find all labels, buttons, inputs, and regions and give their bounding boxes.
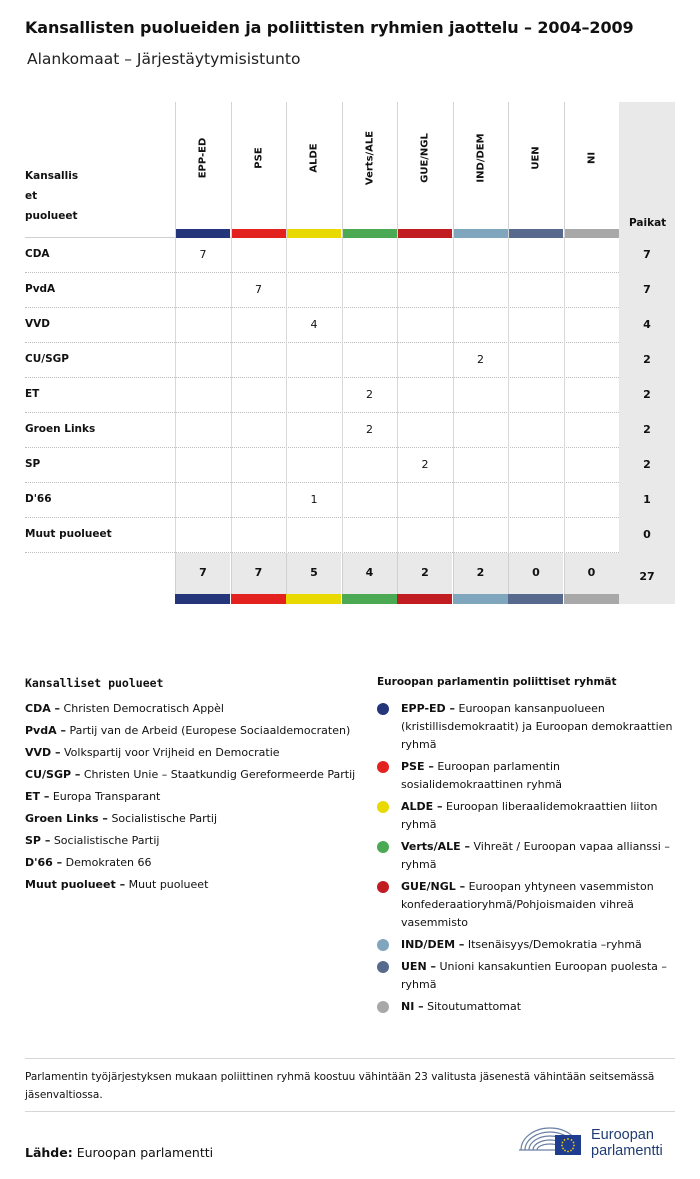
footnote: Parlamentin työjärjestyksen mukaan poliittinen ryhmä koostuu vähintään 23 valitusta jäsenestä vähintään seitsemässä jäsenvaltiossa. [25,1058,675,1112]
group-abbr: NI – [401,1000,424,1013]
party-name: CU/SGP [25,353,69,365]
table-cell [564,378,619,413]
group-legend-item [377,998,677,1016]
group-color-bar [565,229,619,238]
group-color-bar [509,229,563,238]
group-legend-item [377,958,677,994]
group-code-label: EPP-ED [197,137,209,179]
group-color-bar [398,229,452,238]
group-legend-item [377,936,677,954]
table-cell: 2 [397,448,452,483]
seats-cell: 0 [619,518,675,553]
table-cell [231,238,286,273]
table-cell [286,378,341,413]
table-cell [453,238,508,273]
party-name: SP [25,458,41,470]
table-cell [564,343,619,378]
table-cell [342,518,397,553]
table-cell [564,238,619,273]
party-full-name: Socialistische Partij [111,812,218,825]
group-color-dot-icon [377,1001,389,1013]
distribution-table [25,102,675,605]
group-color-dot-icon [377,939,389,951]
party-full-name: Demokraten 66 [65,856,152,869]
grand-total-cell: 27 [619,553,675,604]
group-column-header [175,102,230,238]
table-cell [231,378,286,413]
party-name: CDA [25,248,50,260]
table-cell [231,413,286,448]
group-code-label: NI [586,151,597,165]
party-abbr: Groen Links – [25,812,108,825]
group-full-name: Unioni kansakuntien Euroopan puolesta – ryhmä [401,960,667,991]
table-cell [508,238,563,273]
table-cell [231,343,286,378]
group-abbr: IND/DEM – [401,938,465,951]
group-abbr: GUE/NGL – [401,880,466,893]
table-cell [342,308,397,343]
row-header-label [25,166,85,226]
group-abbr: PSE – [401,760,434,773]
party-full-name: Christen Democratisch Appèl [63,702,224,715]
table-cell [286,238,341,273]
party-abbr: Muut puolueet – [25,878,126,891]
row-header-word: et [25,190,38,202]
group-code-label: Verts/ALE [364,130,375,186]
table-cell [286,413,341,448]
party-legend-item [25,722,360,740]
group-legend-item [377,878,677,932]
group-color-bar [564,594,619,604]
party-full-name: Christen Unie – Staatkundig Gereformeerde Partij [83,768,356,781]
table-cell: 7 [175,238,230,273]
table-cell [397,483,452,518]
table-row [25,308,675,343]
group-color-dot-icon [377,761,389,773]
seats-header-label: Paikat [629,217,667,229]
table-cell [508,518,563,553]
table-cell [175,273,230,308]
group-color-dot-icon [377,961,389,973]
logo-text [591,1127,663,1159]
table-cell [564,483,619,518]
source-label: Lähde: [25,1145,73,1160]
political-groups-legend [377,676,677,1020]
table-cell [564,273,619,308]
party-legend-item [25,810,360,828]
group-color-dot-icon [377,841,389,853]
party-legend-item [25,744,360,762]
party-legend-item [25,788,360,806]
logo-line2: parlamentti [591,1143,663,1159]
group-full-name: Euroopan parlamentin sosialidemokraattinen ryhmä [401,760,563,791]
total-cell: 7 [231,553,286,594]
seats-cell: 2 [619,448,675,483]
table-cell [231,448,286,483]
table-header-row [25,102,675,238]
total-cell: 7 [175,553,230,594]
party-name: Muut puolueet [25,528,112,540]
table-cell [397,378,452,413]
table-cell [564,413,619,448]
table-cell [286,343,341,378]
group-full-name: Euroopan yhtyneen vasemmiston konfederaatioryhmä/Pohjoismaiden vihreä vasemmisto [401,880,654,929]
source-value: Euroopan parlamentti [76,1145,214,1160]
party-full-name: Socialistische Partij [53,834,160,847]
table-cell [342,238,397,273]
party-legend-item [25,700,360,718]
seats-cell: 2 [619,413,675,448]
table-cell [175,413,230,448]
table-cell: 2 [342,378,397,413]
table-cell [453,413,508,448]
group-color-bar [175,594,230,604]
table-cell: 1 [286,483,341,518]
table-row [25,448,675,483]
group-full-name: Vihreät / Euroopan vapaa allianssi – ryhmä [401,840,670,871]
party-legend-item [25,876,360,894]
party-full-name: Europa Transparant [52,790,161,803]
party-full-name: Muut puolueet [128,878,209,891]
table-cell [453,448,508,483]
table-cell [342,483,397,518]
table-cell [397,308,452,343]
group-column-header [397,102,452,238]
table-cell [342,273,397,308]
table-cell [508,483,563,518]
seats-cell: 7 [619,238,675,273]
seats-cell: 7 [619,273,675,308]
group-legend-item [377,798,677,834]
seats-cell: 2 [619,378,675,413]
table-cell [453,273,508,308]
national-parties-heading: Kansalliset puolueet [25,676,164,690]
seats-column-header [619,102,675,238]
group-color-bar [508,594,563,604]
party-name: D'66 [25,493,52,505]
group-column-header [342,102,397,238]
table-cell [397,273,452,308]
party-full-name: Volkspartij voor Vrijheid en Democratie [64,746,280,759]
table-cell [286,448,341,483]
table-row [25,518,675,553]
table-cell [175,448,230,483]
table-cell [453,518,508,553]
page-subtitle: Alankomaat – Järjestäytymisistunto [27,50,301,68]
table-cell: 2 [342,413,397,448]
party-abbr: ET – [25,790,50,803]
table-cell [508,378,563,413]
party-full-name: Partij van de Arbeid (Europese Sociaaldemocraten) [69,724,351,737]
table-row [25,343,675,378]
group-color-bar [397,594,452,604]
party-legend-item [25,832,360,850]
party-legend-item [25,766,360,784]
group-full-name: Sitoutumattomat [427,1000,522,1013]
group-full-name: Euroopan liberaalidemokraattien liiton ryhmä [401,800,658,831]
group-code-label: PSE [253,147,264,169]
group-column-header [231,102,286,238]
group-color-bar [287,229,341,238]
party-name: VVD [25,318,50,330]
table-cell [508,308,563,343]
table-cell [508,343,563,378]
group-color-dot-icon [377,881,389,893]
table-cell [175,343,230,378]
table-cell [453,378,508,413]
table-row [25,273,675,308]
table-cell [397,518,452,553]
table-body [25,238,675,553]
party-name: PvdA [25,283,56,295]
party-name: ET [25,388,40,400]
table-cell [564,448,619,483]
table-cell [508,448,563,483]
group-legend-item [377,838,677,874]
party-abbr: VVD – [25,746,61,759]
table-cell [175,483,230,518]
table-cell [231,518,286,553]
table-cell [564,518,619,553]
table-cell [175,308,230,343]
group-column-header [286,102,341,238]
total-cell: 0 [508,553,563,594]
table-cell: 2 [453,343,508,378]
group-full-name: Euroopan kansanpuolueen (kristillisdemokraatit) ja Euroopan demokraattien ryhmä [401,702,673,751]
group-abbr: EPP-ED – [401,702,455,715]
group-color-bar [342,594,397,604]
party-abbr: CDA – [25,702,61,715]
seats-cell: 1 [619,483,675,518]
political-groups-heading: Euroopan parlamentin poliittiset ryhmät [377,676,617,688]
table-cell [175,378,230,413]
table-cell [286,518,341,553]
party-abbr: SP – [25,834,51,847]
total-cell: 4 [342,553,397,594]
party-abbr: PvdA – [25,724,66,737]
parliament-emblem-icon [517,1120,583,1160]
group-column-header [508,102,563,238]
page-title: Kansallisten puolueiden ja poliittisten ryhmien jaottelu – 2004–2009 [25,18,634,37]
row-header-word: puolueet [25,210,78,222]
group-code-label: UEN [530,146,542,170]
seats-cell: 2 [619,343,675,378]
table-row [25,483,675,518]
group-code-label: ALDE [308,143,320,173]
table-cell [397,413,452,448]
table-cell [508,413,563,448]
group-color-bar [454,229,508,238]
table-row [25,238,675,273]
group-color-bar [343,229,397,238]
group-color-bar [176,229,230,238]
group-column-header [564,102,619,238]
totals-row [25,553,675,605]
table-cell [397,343,452,378]
table-row [25,413,675,448]
row-header-word: Kansallis [25,170,79,182]
group-color-bar [231,594,286,604]
group-column-header [453,102,508,238]
party-name: Groen Links [25,423,96,435]
group-color-bar [286,594,341,604]
total-cell: 2 [453,553,508,594]
group-color-bar [232,229,286,238]
european-parliament-logo [517,1120,677,1162]
group-color-dot-icon [377,801,389,813]
logo-line1: Euroopan [591,1127,654,1143]
table-cell [175,518,230,553]
table-cell [286,273,341,308]
group-legend-item [377,758,677,794]
group-abbr: UEN – [401,960,436,973]
table-cell: 4 [286,308,341,343]
party-abbr: D'66 – [25,856,63,869]
group-full-name: Itsenäisyys/Demokratia –ryhmä [467,938,642,951]
total-cell: 2 [397,553,452,594]
table-cell: 7 [231,273,286,308]
group-code-label: IND/DEM [475,133,486,183]
group-legend-item [377,700,677,754]
table-cell [453,483,508,518]
party-abbr: CU/SGP – [25,768,81,781]
table-cell [397,238,452,273]
table-row [25,378,675,413]
party-legend-item [25,854,360,872]
table-cell [231,483,286,518]
seats-cell: 4 [619,308,675,343]
group-color-bar [453,594,508,604]
table-cell [231,308,286,343]
group-color-dot-icon [377,703,389,715]
table-cell [508,273,563,308]
national-parties-legend [25,676,360,898]
group-abbr: ALDE – [401,800,443,813]
table-cell [342,343,397,378]
table-cell [453,308,508,343]
source [25,1145,213,1160]
table-cell [564,308,619,343]
table-cell [342,448,397,483]
total-cell: 5 [286,553,341,594]
group-abbr: Verts/ALE – [401,840,470,853]
group-code-label: GUE/NGL [419,133,431,183]
total-cell: 0 [564,553,619,594]
